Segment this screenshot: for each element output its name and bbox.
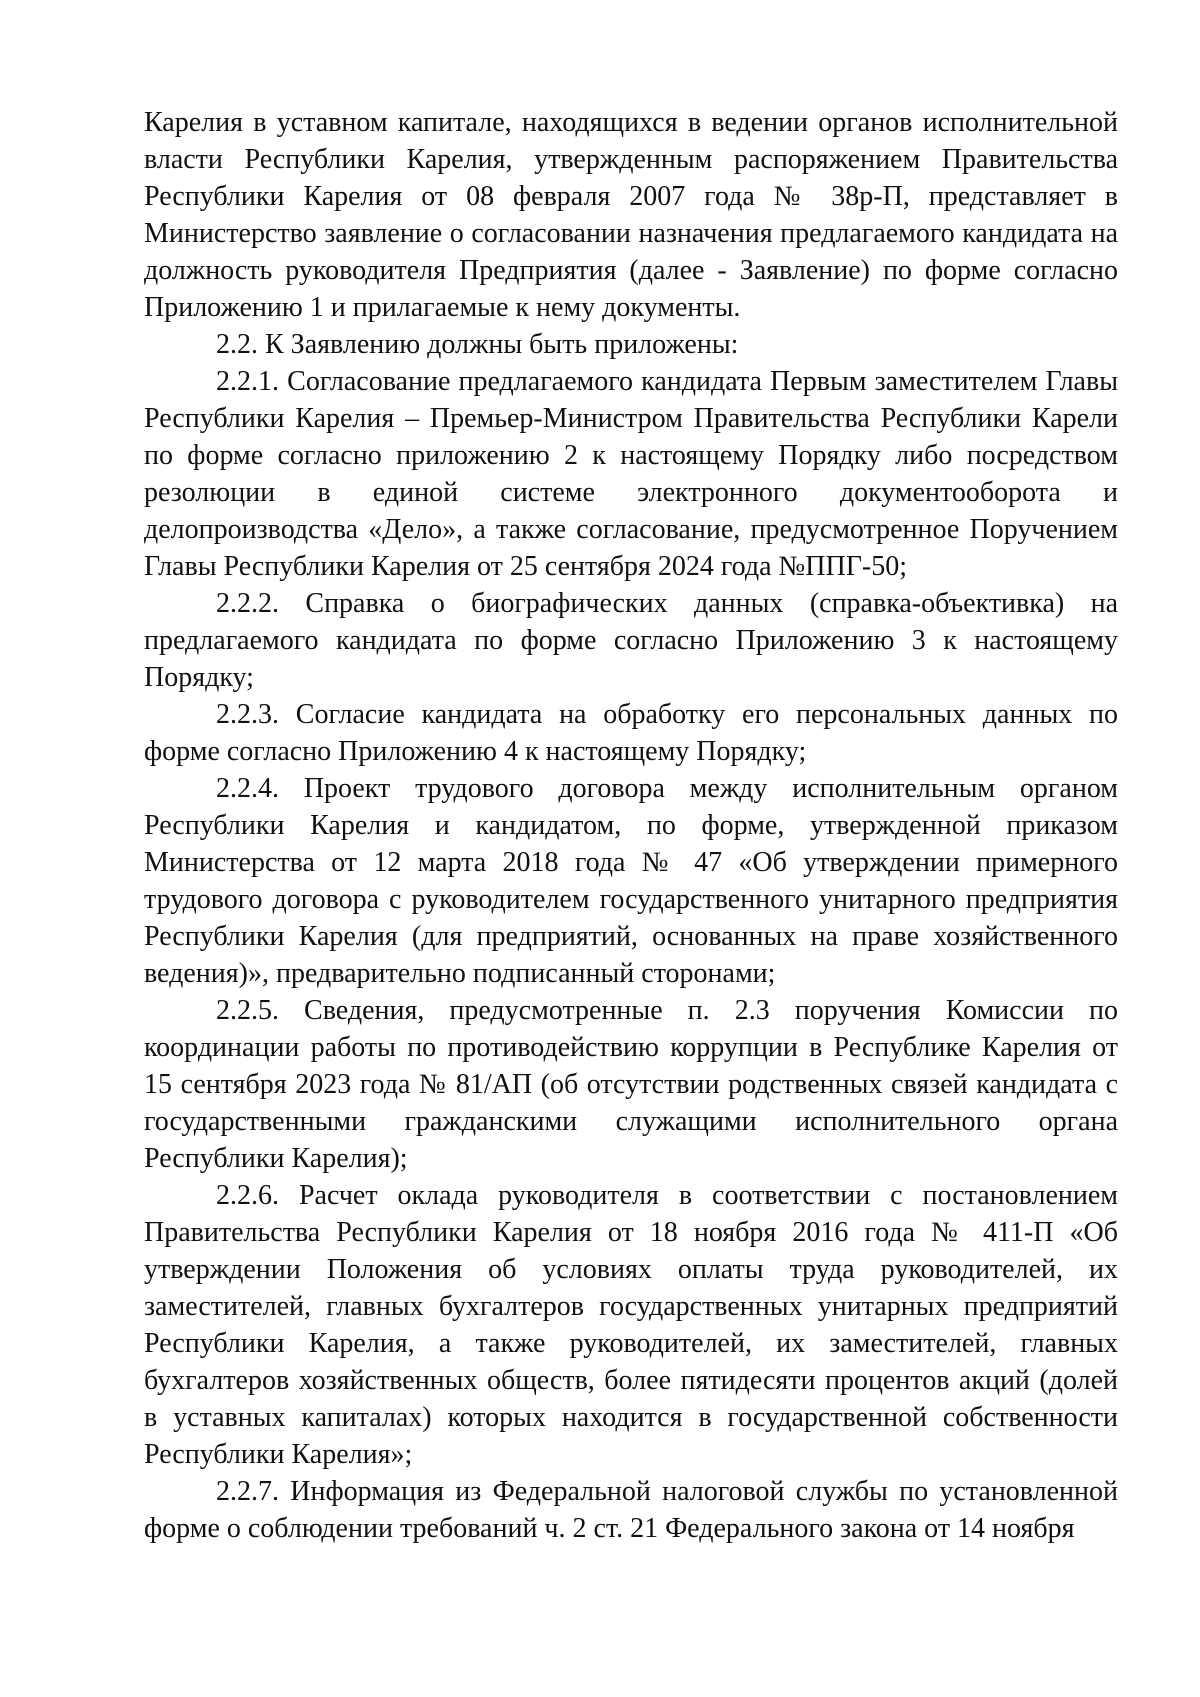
paragraph-number: 2.2.3. [216,699,279,730]
paragraph-text: Сведения, предусмотренные п. 2.3 поручения Комиссии по координации работы по противодействию коррупции в Республике Карелия от 15 сентября 2023 года № 81/АП (об отсутствии родственных связей кандидата с государственными гражданскими служащими исполнительного органа Республики Карелия); [144,995,1119,1174]
paragraph-2-2-3 [144,696,1118,770]
paragraph-number: 2.2.7. [216,1476,279,1507]
paragraph-text: Проект трудового договора между исполнительным органом Республики Карелия и кандидатом, по форме, утвержденной приказом Министерства от 12 марта 2018 года № 47 «Об утверждении примерного трудового договора с руководителем государственного унитарного предприятия Республики Карелия (для предприятий, основанных на праве хозяйственного ведения)», предварительно подписанный сторонами; [144,773,1119,989]
paragraph-2-2-7 [144,1473,1118,1547]
paragraph-2-2-4 [144,770,1118,992]
paragraph-continuation [144,104,1118,326]
paragraph-number: 2.2.4. [216,773,279,804]
paragraph-2-2-6 [144,1177,1118,1473]
paragraph-2-2 [144,326,1118,363]
paragraph-number: 2.2.1. [216,366,279,397]
paragraph-text: К Заявлению должны быть приложены: [265,329,739,360]
paragraph-text: Справка о биографических данных (справка-объективка) на предлагаемого кандидата по форме согласно Приложению 3 к настоящему Порядку; [144,588,1118,693]
paragraph-text: Расчет оклада руководителя в соответствии с постановлением Правительства Республики Карелия от 18 ноября 2016 года № 411-П «Об утверждении Положения об условиях оплаты труда руководителей, их заместителей, главных бухгалтеров государственных унитарных предприятий Республики Карелия, а также руководителей, их заместителей, главных бухгалтеров хозяйственных обществ, более пятидесяти процентов акций (долей в уставных капиталах) которых находится в государственной собственности Республики Карелия»; [144,1180,1119,1470]
paragraph-2-2-2 [144,585,1118,696]
paragraph-number: 2.2. [216,329,258,360]
paragraph-number: 2.2.6. [216,1180,279,1211]
paragraph-text: Информация из Федеральной налоговой службы по установленной форме о соблюдении требований ч. 2 ст. 21 Федерального закона от 14 ноября [144,1476,1119,1544]
paragraph-text: Согласование предлагаемого кандидата Первым заместителем Главы Республики Карелия – Премьер-Министром Правительства Республики Карели по форме согласно приложению 2 к настоящему Порядку либо посредством резолюции в единой системе электронного документооборота и делопроизводства «Дело», а также согласование, предусмотренное Поручением Главы Республики Карелия от 25 сентября 2024 года №ППГ-50; [144,366,1119,582]
paragraph-text: Согласие кандидата на обработку его персональных данных по форме согласно Приложению 4 к настоящему Порядку; [144,699,1119,767]
document-page [144,104,1118,1547]
paragraph-text: Карелия в уставном капитале, находящихся в ведении органов исполнительной власти Республики Карелия, утвержденным распоряжением Правительства Республики Карелия от 08 февраля 2007 года № 38р-П, представляет в Министерство заявление о согласовании назначения предлагаемого кандидата на должность руководителя Предприятия (далее - Заявление) по форме согласно Приложению 1 и прилагаемые к нему документы. [144,107,1118,323]
paragraph-2-2-1 [144,363,1118,585]
paragraph-number: 2.2.2. [216,588,279,619]
paragraph-2-2-5 [144,992,1118,1177]
paragraph-number: 2.2.5. [216,995,279,1026]
